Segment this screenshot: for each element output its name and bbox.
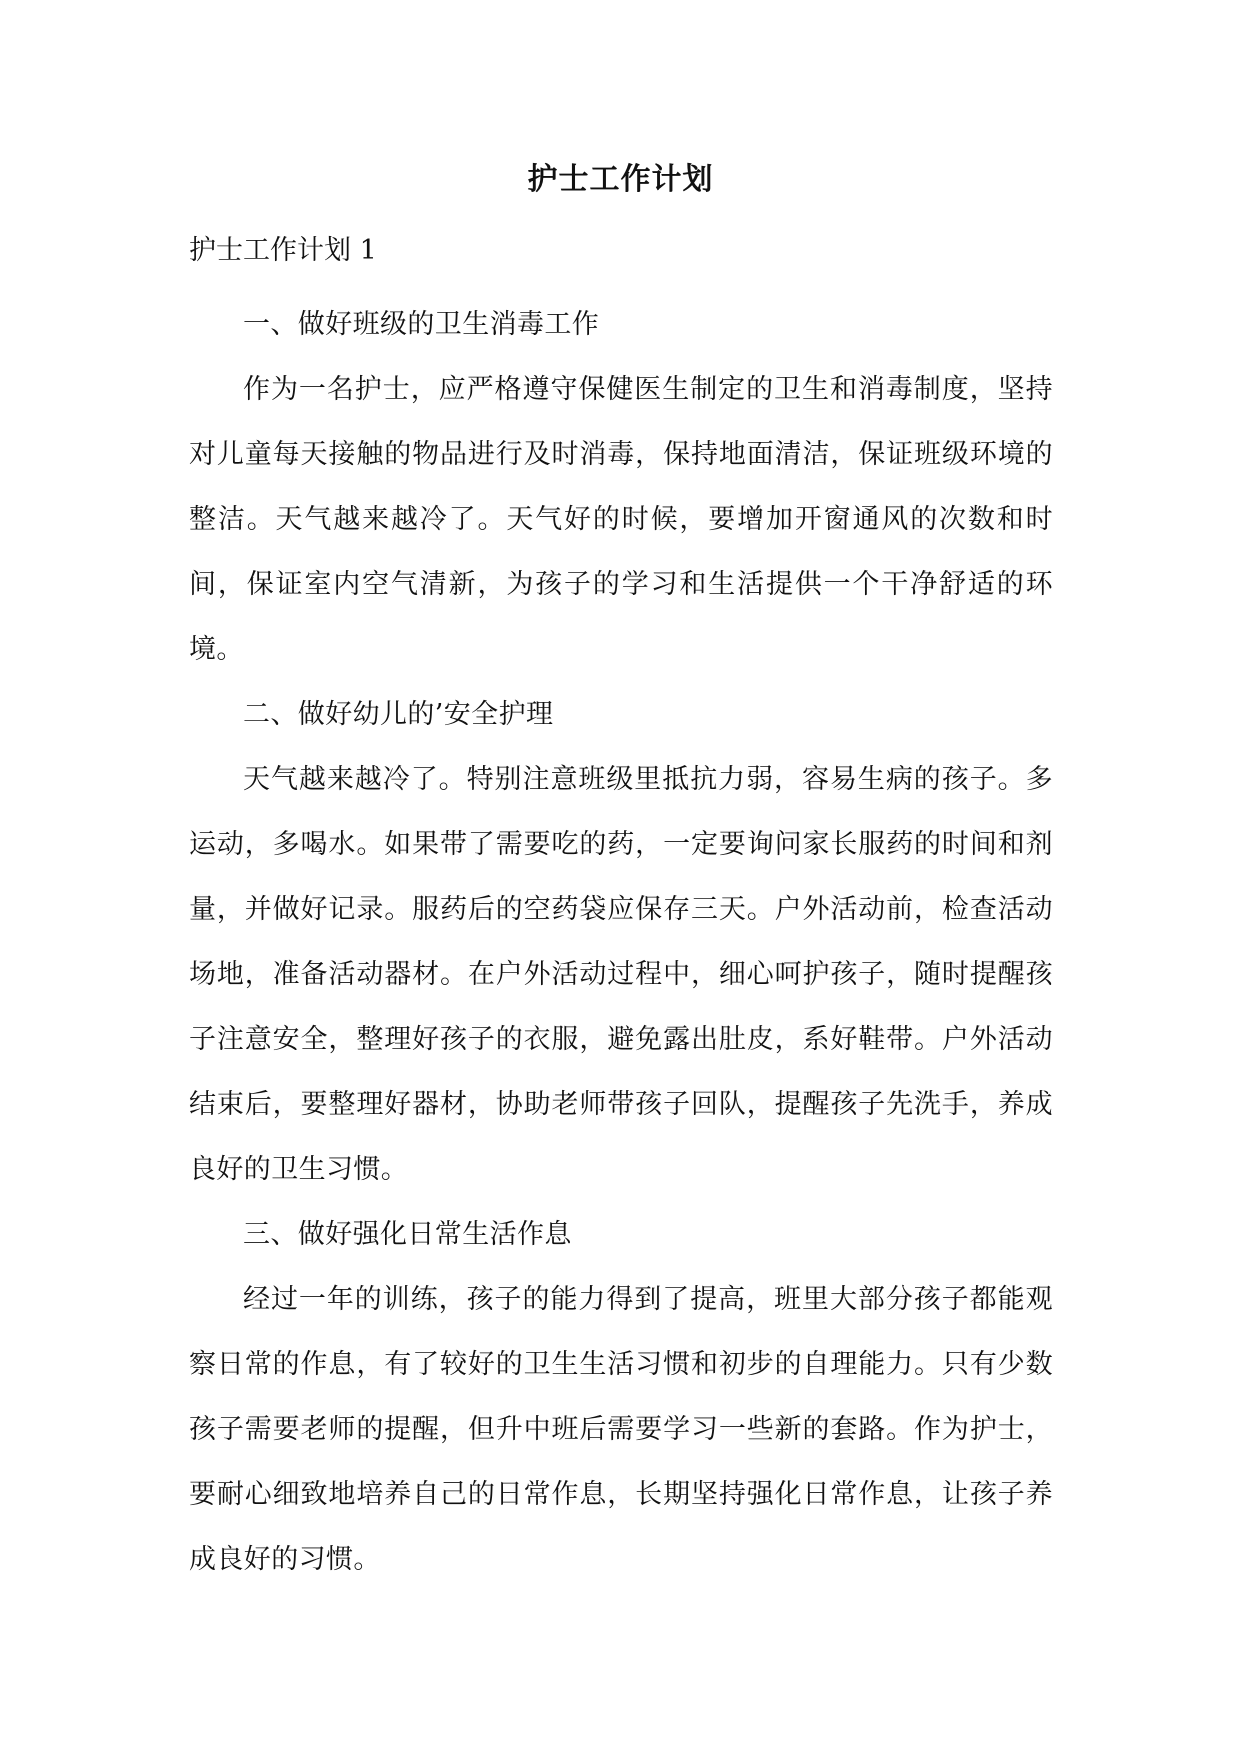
- document-title: 护士工作计划: [527, 162, 714, 197]
- paragraph-1: 作为一名护士，应严格遵守保健医生制定的卫生和消毒制度，坚持对儿童每天接触的物品进行及时消毒，保持地面清洁，保证班级环境的整洁。天气越来越冷了。天气好的时候，要增加开窗通风的次数和时间，保证室内空气清新，为孩子的学习和生活提供一个干净舒适的环境。: [189, 374, 1053, 665]
- paragraph-2: 天气越来越冷了。特别注意班级里抵抗力弱，容易生病的孩子。多运动，多喝水。如果带了需要吃的药，一定要询问家长服药的时间和剂量，并做好记录。服药后的空药袋应保存三天。户外活动前，检查活动场地，准备活动器材。在户外活动过程中，细心呵护孩子，随时提醒孩子注意安全，整理好孩子的衣服，避免露出肚皮，系好鞋带。户外活动结束后，要整理好器材，协助老师带孩子回队，提醒孩子先洗手，养成良好的卫生习惯。: [189, 764, 1053, 1185]
- section-heading-3: 三、做好强化日常生活作息: [243, 1219, 572, 1250]
- section-heading-2: 二、做好幼儿的’安全护理: [243, 699, 554, 730]
- document-body: [189, 292, 1053, 1592]
- document-subtitle: 护士工作计划 1: [189, 235, 377, 266]
- section-heading-1: 一、做好班级的卫生消毒工作: [243, 309, 600, 340]
- paragraph-3: 经过一年的训练，孩子的能力得到了提高，班里大部分孩子都能观察日常的作息，有了较好的卫生生活习惯和初步的自理能力。只有少数孩子需要老师的提醒，但升中班后需要学习一些新的套路。作为护士，要耐心细致地培养自己的日常作息，长期坚持强化日常作息，让孩子养成良好的习惯。: [189, 1284, 1053, 1575]
